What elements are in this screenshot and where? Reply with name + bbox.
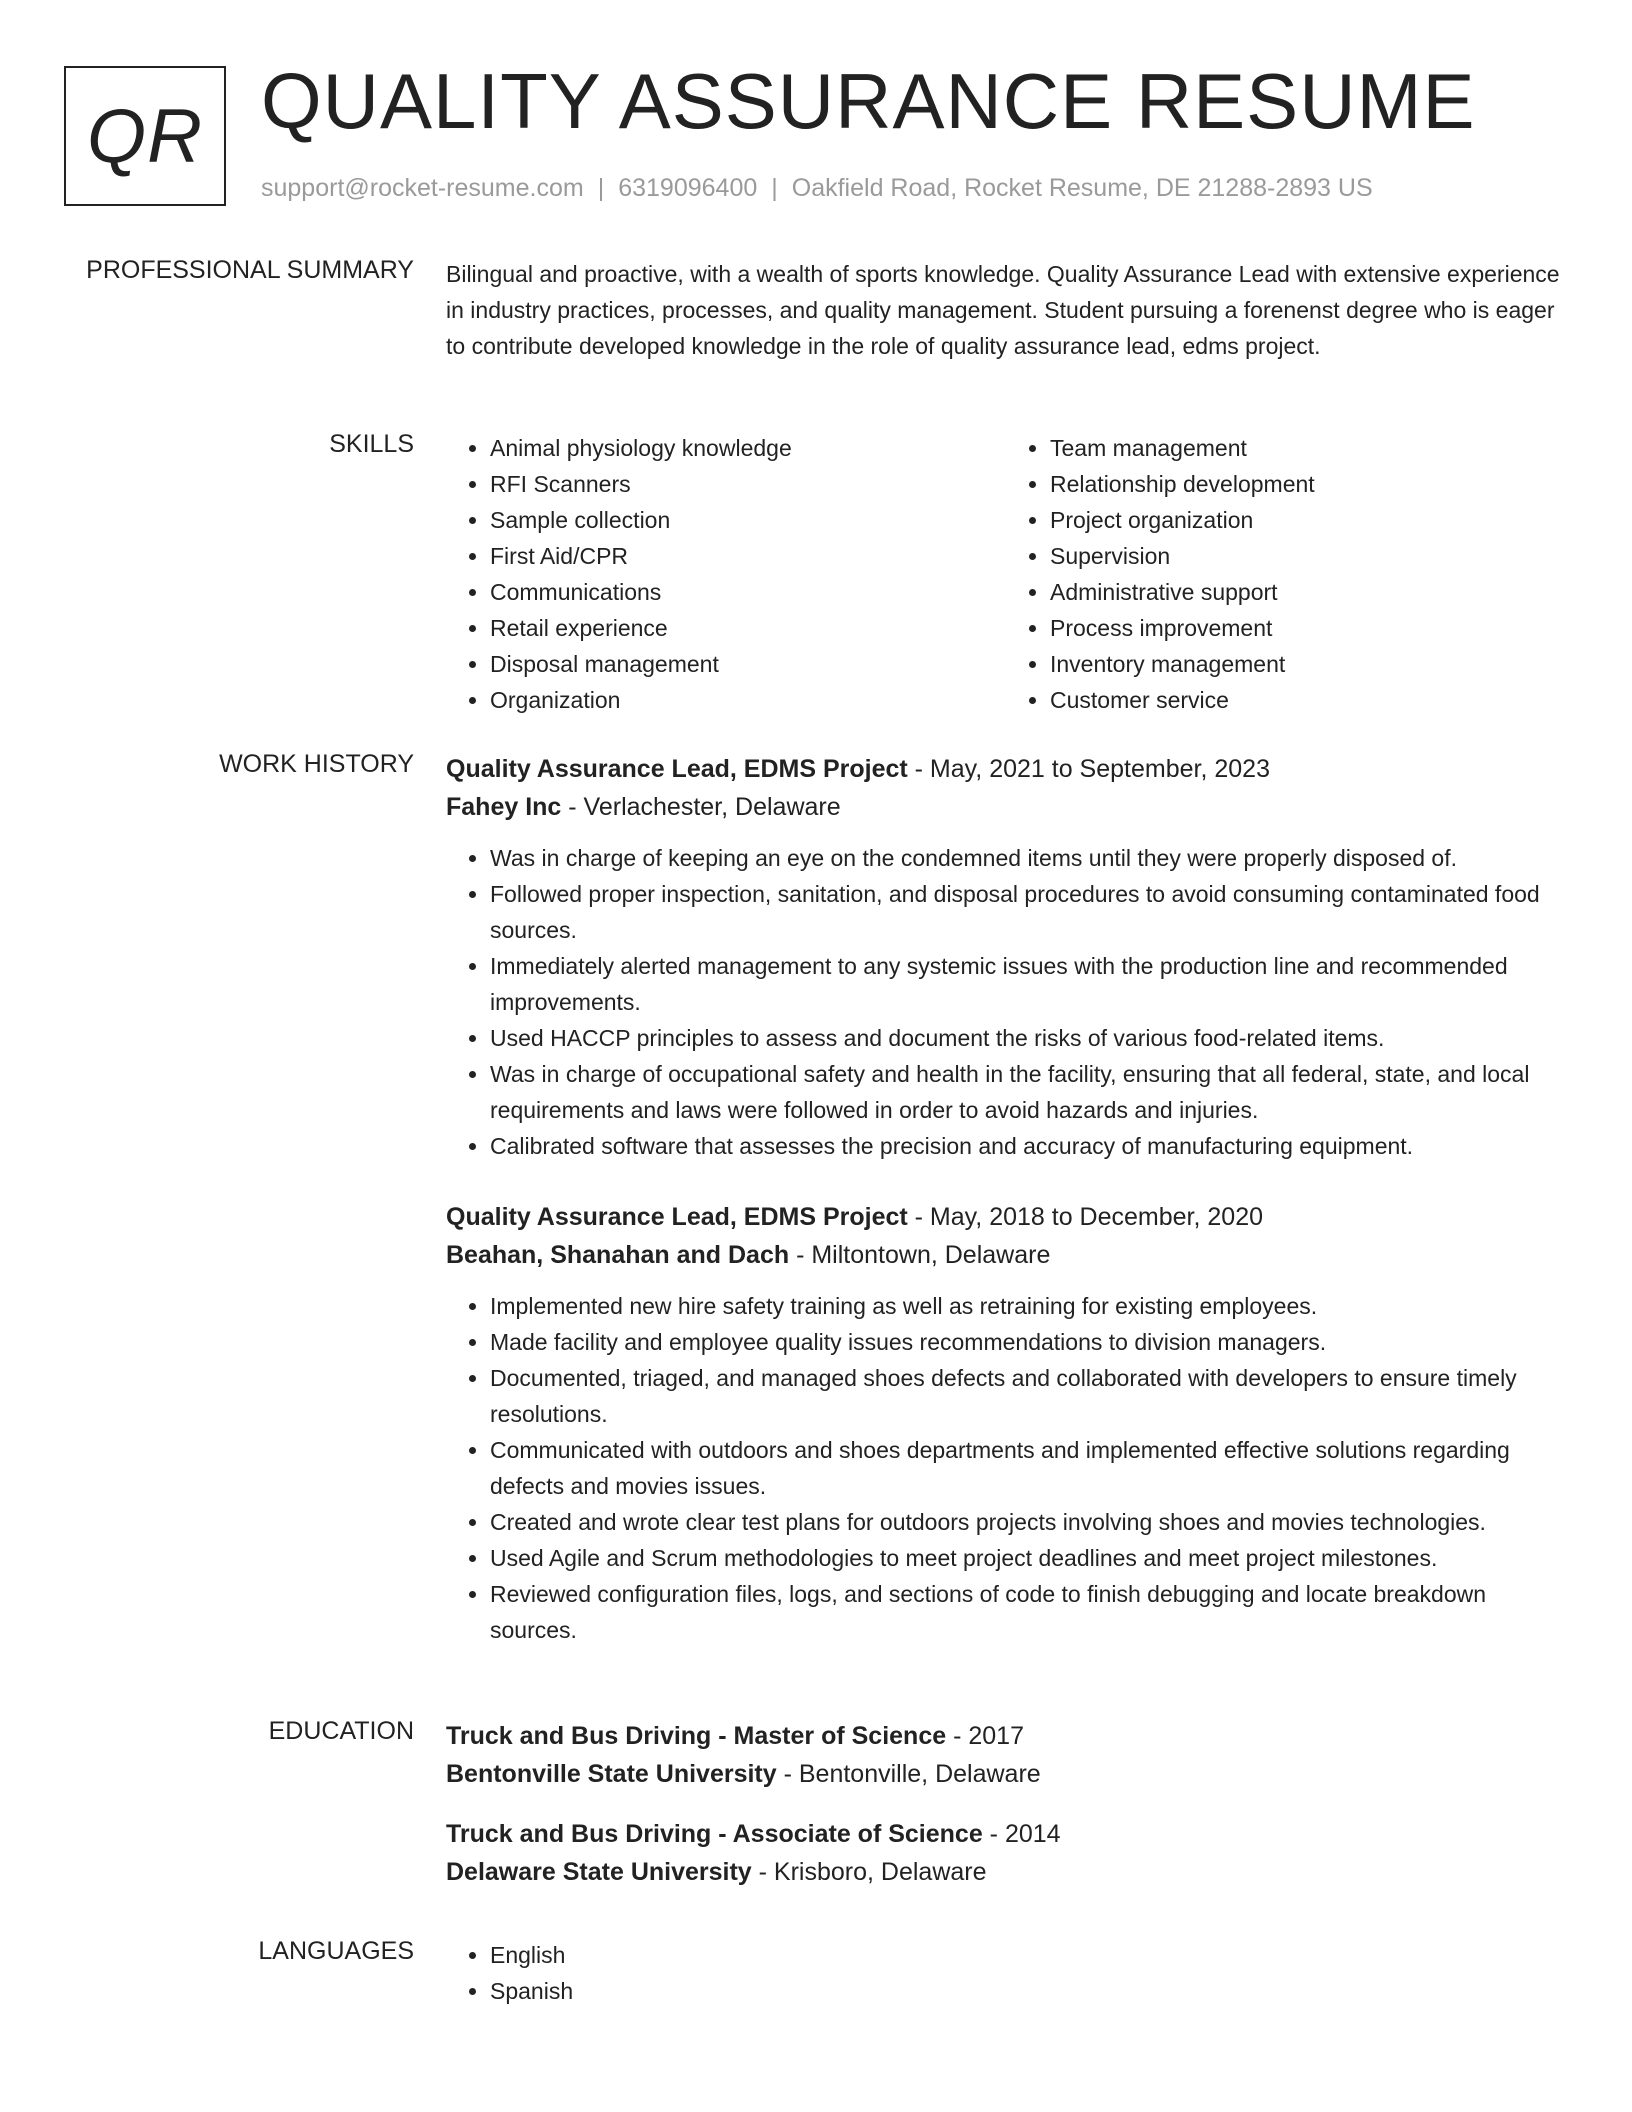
skill-item: • Retail experience [490,610,1006,646]
education-body [446,1717,1566,1913]
skills-body [446,430,1566,718]
degree: Truck and Bus Driving - Master of Science [446,1722,947,1750]
job-title: Quality Assurance Lead, EDMS Project [446,1203,908,1231]
job-title: Quality Assurance Lead, EDMS Project [446,755,908,783]
skill-item: • RFI Scanners [490,466,1006,502]
skill-item: • Team management [1050,430,1566,466]
job-company: Fahey Inc [446,793,562,821]
skills-list-left [446,430,1006,718]
job-bullet: • Made facility and employee quality issues recommendations to division managers. [490,1324,1566,1360]
job-bullet: • Documented, triaged, and managed shoes defects and collaborated with developers to ensure timely resolutions. [490,1360,1566,1432]
job-bullet: • Used Agile and Scrum methodologies to meet project deadlines and meet project milestones. [490,1540,1566,1576]
contact-line [261,174,1373,203]
skill-item: • Sample collection [490,502,1006,538]
school-location: - Bentonville, Delaware [776,1760,1041,1788]
section-label: WORK HISTORY [219,750,414,778]
section-label: PROFESSIONAL SUMMARY [86,256,414,284]
degree-line [446,1815,1566,1853]
job-bullet: • Communicated with outdoors and shoes departments and implemented effective solutions regarding defects and movies issues. [490,1432,1566,1504]
skill-item: • Communications [490,574,1006,610]
job-dates: - May, 2021 to September, 2023 [907,755,1270,783]
contact-separator: | [597,174,605,202]
job-location: - Verlachester, Delaware [561,793,841,821]
skills-list-right [1006,430,1566,718]
school: Delaware State University [446,1858,752,1886]
skill-item: • Administrative support [1050,574,1566,610]
job-bullet: • Implemented new hire safety training as well as retraining for existing employees. [490,1288,1566,1324]
skill-item: • Supervision [1050,538,1566,574]
job-title-line [446,1198,1566,1236]
contact-email: support@rocket-resume.com [261,174,584,202]
languages-list [446,1937,1566,2009]
skill-item: • Inventory management [1050,646,1566,682]
skill-item: • Relationship development [1050,466,1566,502]
job-company-line [446,1236,1566,1274]
job-bullet: • Immediately alerted management to any systemic issues with the production line and recommended improvements. [490,948,1566,1020]
degree: Truck and Bus Driving - Associate of Science [446,1820,983,1848]
section-label: EDUCATION [268,1717,414,1745]
job-bullets [446,840,1566,1164]
skill-item: • Organization [490,682,1006,718]
page-title: QUALITY ASSURANCE RESUME [261,57,1476,145]
job-bullet: • Was in charge of occupational safety and health in the facility, ensuring that all federal, state, and local requirements and laws were followed in order to avoid hazards and injuries. [490,1056,1566,1128]
section-label: LANGUAGES [258,1937,414,1965]
language-item: • English [490,1937,1566,1973]
job-bullets [446,1288,1566,1648]
education-entry [446,1815,1566,1891]
job-dates: - May, 2018 to December, 2020 [907,1203,1264,1231]
summary-text: Bilingual and proactive, with a wealth of sports knowledge. Quality Assurance Lead with extensive experience in industry practices, processes, and quality management. Student pursuing a forenenst degree who is eager to contribute developed knowledge in the role of quality assurance lead, edms project. [446,261,1560,359]
skill-item: • Process improvement [1050,610,1566,646]
skill-item: • Project organization [1050,502,1566,538]
monogram: QR [64,66,226,206]
school-line [446,1853,1566,1891]
education-entry [446,1717,1566,1793]
contact-address: Oakfield Road, Rocket Resume, DE 21288-2893 US [791,174,1373,202]
language-item: • Spanish [490,1973,1566,2009]
skills-columns [446,430,1566,718]
job-location: - Miltontown, Delaware [789,1241,1051,1269]
skill-item: • Disposal management [490,646,1006,682]
job-bullet: • Was in charge of keeping an eye on the condemned items until they were properly disposed of. [490,840,1566,876]
degree-line [446,1717,1566,1755]
job-entry [446,1198,1566,1648]
school: Bentonville State University [446,1760,777,1788]
job-bullet: • Created and wrote clear test plans for outdoors projects involving shoes and movies technologies. [490,1504,1566,1540]
skill-item: • Customer service [1050,682,1566,718]
job-title-line [446,750,1566,788]
job-company: Beahan, Shanahan and Dach [446,1241,790,1269]
skill-item: • First Aid/CPR [490,538,1006,574]
job-company-line [446,788,1566,826]
job-bullet: • Followed proper inspection, sanitation, and disposal procedures to avoid consuming contaminated food sources. [490,876,1566,948]
skill-item: • Animal physiology knowledge [490,430,1006,466]
job-bullet: • Used HACCP principles to assess and document the risks of various food-related items. [490,1020,1566,1056]
contact-separator: | [771,174,778,202]
school-location: - Krisboro, Delaware [751,1858,987,1886]
degree-year: - 2017 [946,1722,1024,1750]
section-label: SKILLS [329,430,414,458]
job-entry [446,750,1566,1164]
degree-year: - 2014 [982,1820,1061,1848]
job-bullet: • Calibrated software that assesses the precision and accuracy of manufacturing equipment. [490,1128,1566,1164]
job-bullet: • Reviewed configuration files, logs, and sections of code to finish debugging and locate breakdown sources. [490,1576,1566,1648]
languages-body [446,1937,1566,2009]
school-line [446,1755,1566,1793]
contact-phone: 6319096400 [618,174,758,202]
work-body [446,750,1566,1682]
